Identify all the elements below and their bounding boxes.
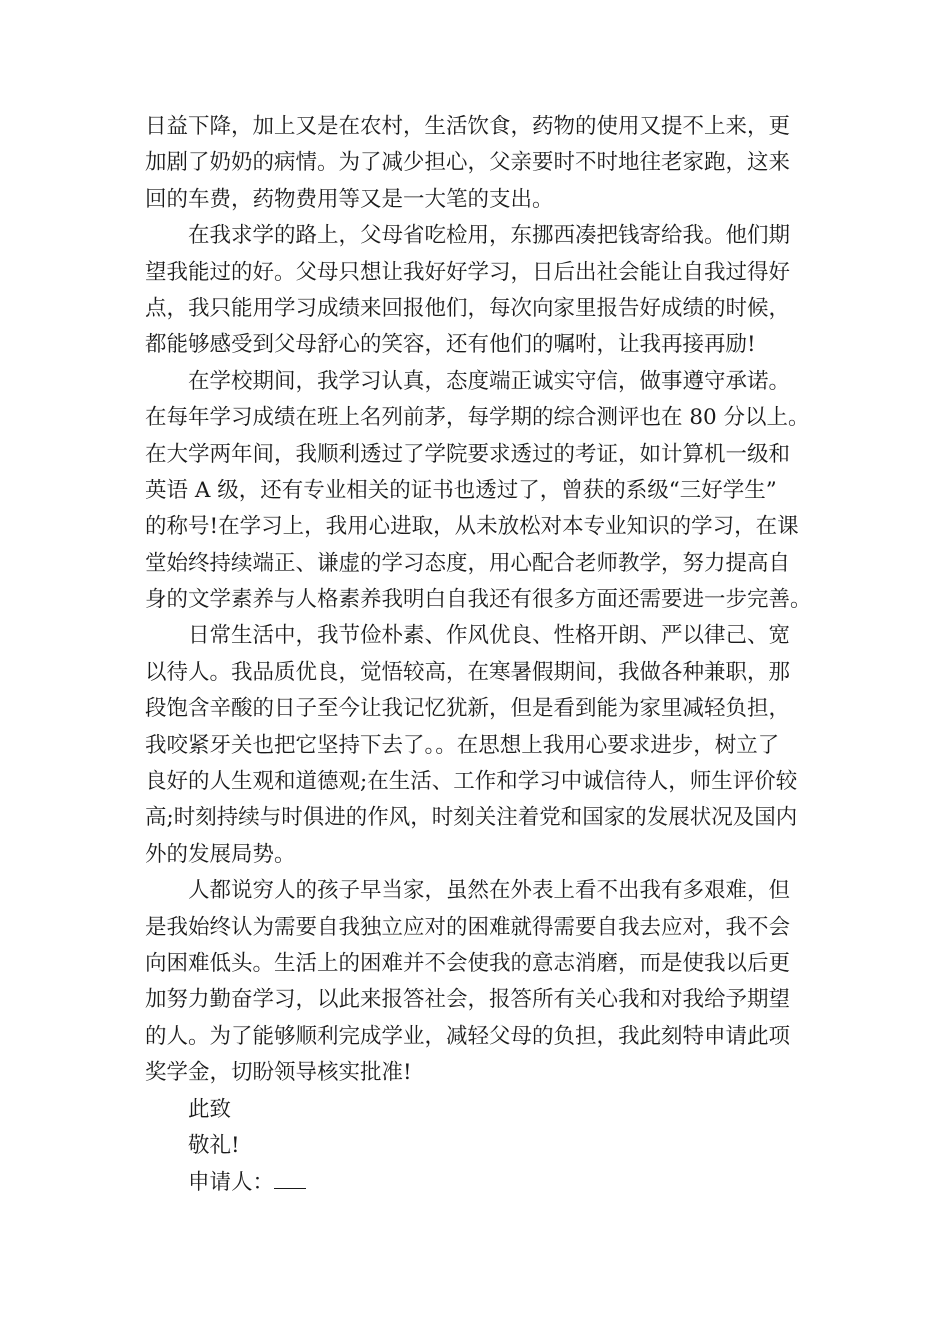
text-line: 回的车费，药物费用等又是一大笔的支出。	[145, 186, 554, 212]
text-line: 身的文学素养与人格素养我明白自我还有很多方面还需要进一步完善。	[145, 587, 812, 613]
text-line: 加努力勤奋学习，以此来报答社会，报答所有关心我和对我给予期望	[145, 987, 791, 1013]
paragraph-start-line: 在我求学的路上，父母省吃检用，东挪西凑把钱寄给我。他们期	[188, 223, 791, 249]
text-line: 点，我只能用学习成绩来回报他们，每次向家里报告好成绩的时候，	[145, 295, 791, 321]
text-line: 的人。为了能够顺利完成学业，减轻父母的负担，我此刻特申请此项	[145, 1023, 791, 1049]
text-line: 望我能过的好。父母只想让我好好学习，日后出社会能让自我过得好	[145, 259, 791, 285]
paragraph-start-line: 人都说穷人的孩子早当家，虽然在外表上看不出我有多艰难，但	[188, 878, 791, 904]
text-line: 加剧了奶奶的病情。为了减少担心，父亲要时不时地往老家跑，这来	[145, 150, 791, 176]
text-line: 以待人。我品质优良，觉悟较高，在寒暑假期间，我做各种兼职，那	[145, 659, 791, 685]
letter-body	[145, 109, 815, 1201]
text-line: 在每年学习成绩在班上名列前茅，每学期的综合测评也在 80 分以上。	[145, 405, 810, 431]
text-line: 奖学金，切盼领导核实批准!	[145, 1060, 412, 1086]
closing-regards: 敬礼!	[188, 1132, 240, 1158]
text-line: 在大学两年间，我顺利透过了学院要求透过的考证，如计算机一级和	[145, 441, 791, 467]
closing-salutation: 此致	[188, 1096, 232, 1122]
text-line: 段饱含辛酸的日子至今让我记忆犹新，但是看到能为家里减轻负担，	[145, 696, 791, 722]
applicant-label: 申请人：	[188, 1170, 275, 1196]
text-line: 我咬紧牙关也把它坚持下去了。。在思想上我用心要求进步，树立了	[145, 732, 780, 758]
paragraph-start-line: 日常生活中，我节俭朴素、作风优良、性格开朗、严以律己、宽	[188, 623, 791, 649]
text-line: 日益下降，加上又是在农村，生活饮食，药物的使用又提不上来，更	[145, 114, 791, 139]
text-line: 英语 A 级，还有专业相关的证书也透过了，曾获的系级“三好学生”	[145, 477, 777, 503]
text-line: 是我始终认为需要自我独立应对的困难就得需要自我去应对，我不会	[145, 914, 791, 940]
applicant-signature-line	[145, 1164, 815, 1200]
text-line: 外的发展局势。	[145, 841, 296, 867]
text-line: 堂始终持续端正、谦虚的学习态度，用心配合老师教学，努力提高自	[145, 550, 791, 576]
paragraph-start-line: 在学校期间，我学习认真，态度端正诚实守信，做事遵守承诺。	[188, 368, 791, 394]
signature-blank	[274, 1164, 306, 1189]
text-line: 向困难低头。生活上的困难并不会使我的意志消磨，而是使我以后更	[145, 950, 791, 976]
text-line: 良好的人生观和道德观;在生活、工作和学习中诚信待人，师生评价较	[145, 769, 798, 795]
text-line: 都能够感受到父母舒心的笑容，还有他们的嘱咐，让我再接再励!	[145, 332, 756, 358]
text-line: 的称号!在学习上，我用心进取，从未放松对本专业知识的学习，在课	[145, 514, 799, 540]
text-line: 高;时刻持续与时俱进的作风，时刻关注着党和国家的发展状况及国内	[145, 805, 798, 831]
